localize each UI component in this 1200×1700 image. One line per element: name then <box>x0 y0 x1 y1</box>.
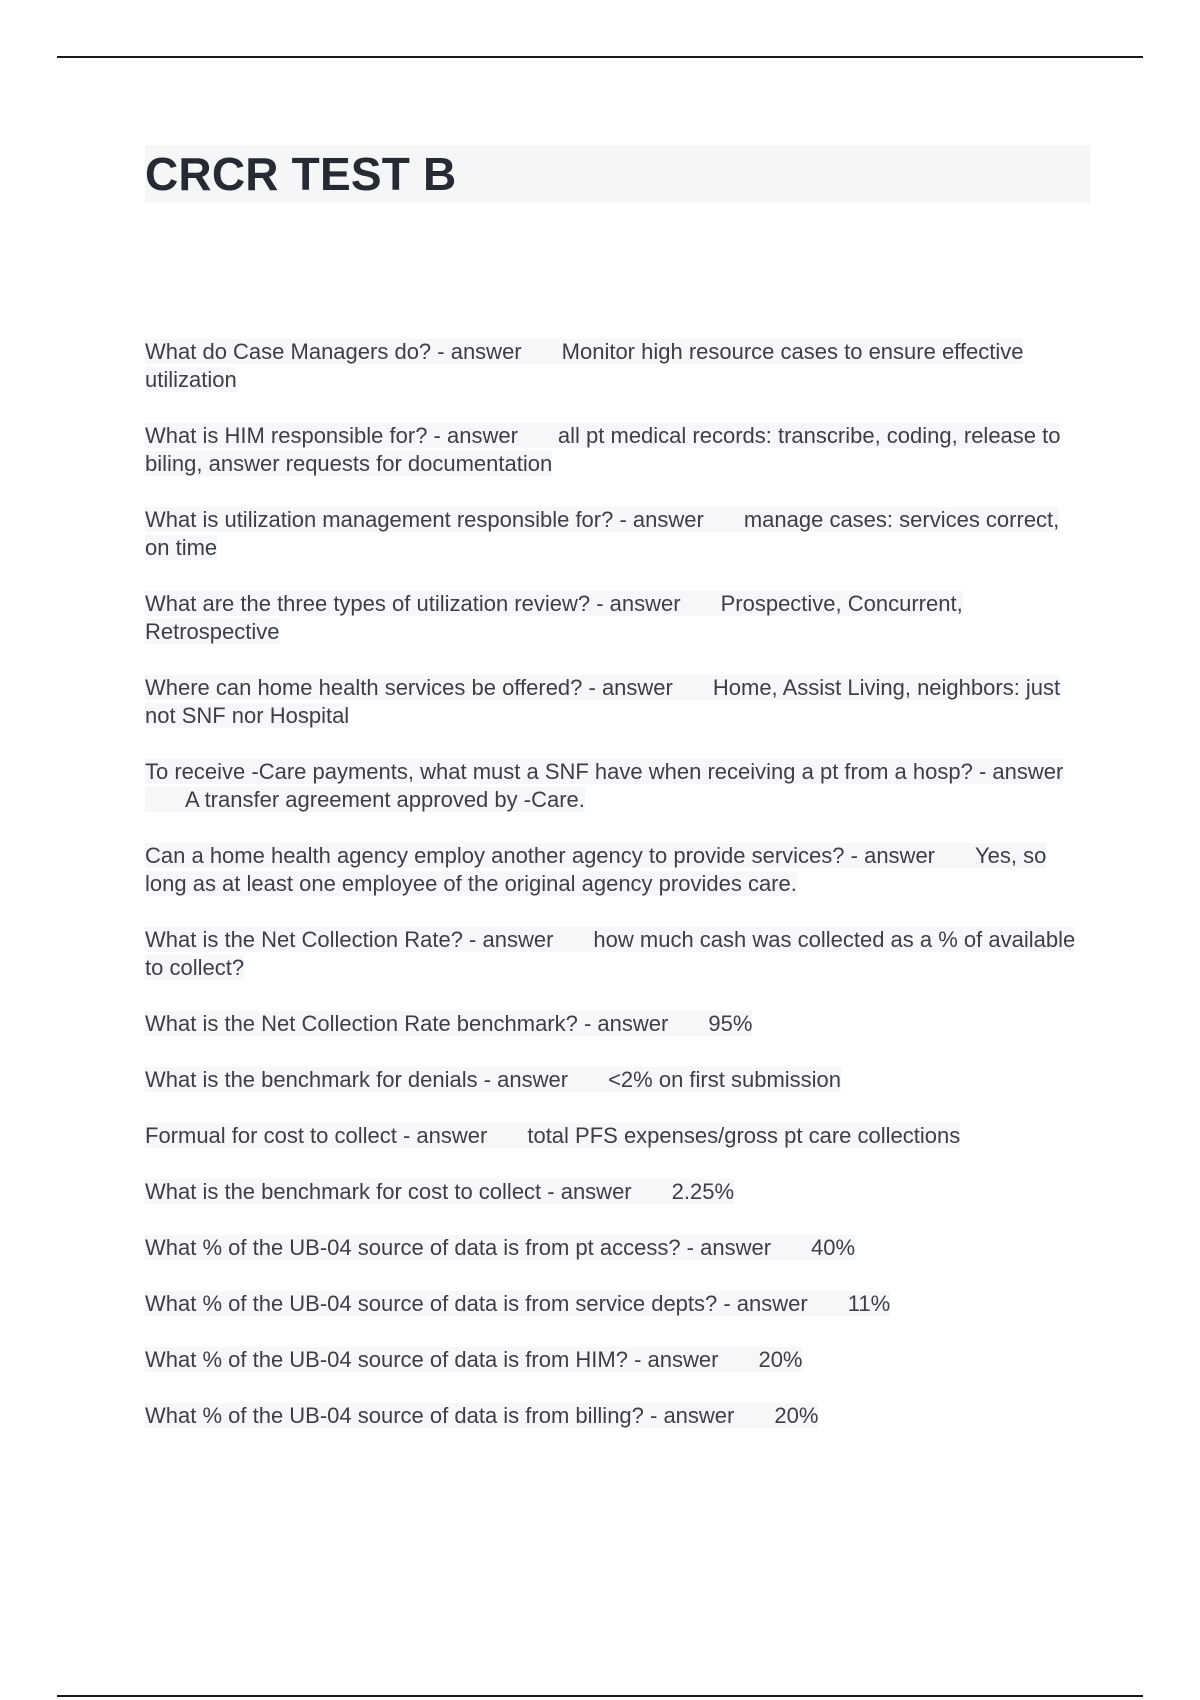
answer-text: total PFS expenses/gross pt care collections <box>527 1123 961 1148</box>
qa-item <box>145 506 1085 562</box>
answer-text: A transfer agreement approved by -Care. <box>185 787 585 812</box>
question-text: Can a home health agency employ another agency to provide services? - answer <box>145 843 936 868</box>
question-text: What % of the UB-04 source of data is from HIM? - answer <box>145 1347 719 1372</box>
answer-text: 2.25% <box>671 1179 735 1204</box>
qa-item <box>145 1402 1085 1430</box>
qa-item <box>145 1178 1085 1206</box>
question-text: Where can home health services be offered? - answer <box>145 675 673 700</box>
answer-text: Prospective, Concurrent, Retrospective <box>145 591 963 644</box>
answer-text: Monitor high resource cases to ensure effective utilization <box>145 339 1024 392</box>
qa-item <box>145 1066 1085 1094</box>
page-title: CRCR TEST B <box>145 148 457 200</box>
answer-text: 11% <box>847 1291 891 1316</box>
answer-text: 40% <box>811 1235 856 1260</box>
qa-item <box>145 1290 1085 1318</box>
answer-text: <2% on first submission <box>608 1067 842 1092</box>
answer-text: 95% <box>708 1011 753 1036</box>
question-text: To receive -Care payments, what must a SNF have when receiving a pt from a hosp? - answer <box>145 759 1064 784</box>
qa-item <box>145 758 1085 814</box>
qa-item <box>145 590 1085 646</box>
answer-text: 20% <box>758 1347 803 1372</box>
qa-item <box>145 1346 1085 1374</box>
answer-text: all pt medical records: transcribe, coding, release to biling, answer requests for documentation <box>145 423 1061 476</box>
answer-text: 20% <box>774 1403 819 1428</box>
answer-text: Home, Assist Living, neighbors: just not SNF nor Hospital <box>145 675 1061 728</box>
qa-item <box>145 842 1085 898</box>
qa-item <box>145 1234 1085 1262</box>
question-text: What is the benchmark for denials - answer <box>145 1067 569 1092</box>
question-text: What do Case Managers do? - answer <box>145 339 522 364</box>
answer-text: manage cases: services correct, on time <box>145 507 1060 560</box>
question-text: Formual for cost to collect - answer <box>145 1123 488 1148</box>
question-text: What are the three types of utilization review? - answer <box>145 591 681 616</box>
answer-text: Yes, so long as at least one employee of the original agency provides care. <box>145 843 1047 896</box>
question-text: What is HIM responsible for? - answer <box>145 423 518 448</box>
question-text: What is the Net Collection Rate? - answer <box>145 927 554 952</box>
qa-item <box>145 1010 1085 1038</box>
question-text: What % of the UB-04 source of data is from billing? - answer <box>145 1403 735 1428</box>
qa-item <box>145 674 1085 730</box>
question-text: What % of the UB-04 source of data is from service depts? - answer <box>145 1291 808 1316</box>
question-text: What is the Net Collection Rate benchmark? - answer <box>145 1011 669 1036</box>
top-rule <box>57 56 1143 58</box>
qa-list <box>145 338 1085 1458</box>
answer-text: how much cash was collected as a % of available to collect? <box>145 927 1076 980</box>
bottom-rule <box>57 1695 1143 1697</box>
qa-item <box>145 1122 1085 1150</box>
qa-item <box>145 338 1085 394</box>
question-text: What is the benchmark for cost to collect - answer <box>145 1179 632 1204</box>
qa-item <box>145 926 1085 982</box>
question-text: What % of the UB-04 source of data is from pt access? - answer <box>145 1235 772 1260</box>
qa-item <box>145 422 1085 478</box>
question-text: What is utilization management responsible for? - answer <box>145 507 704 532</box>
